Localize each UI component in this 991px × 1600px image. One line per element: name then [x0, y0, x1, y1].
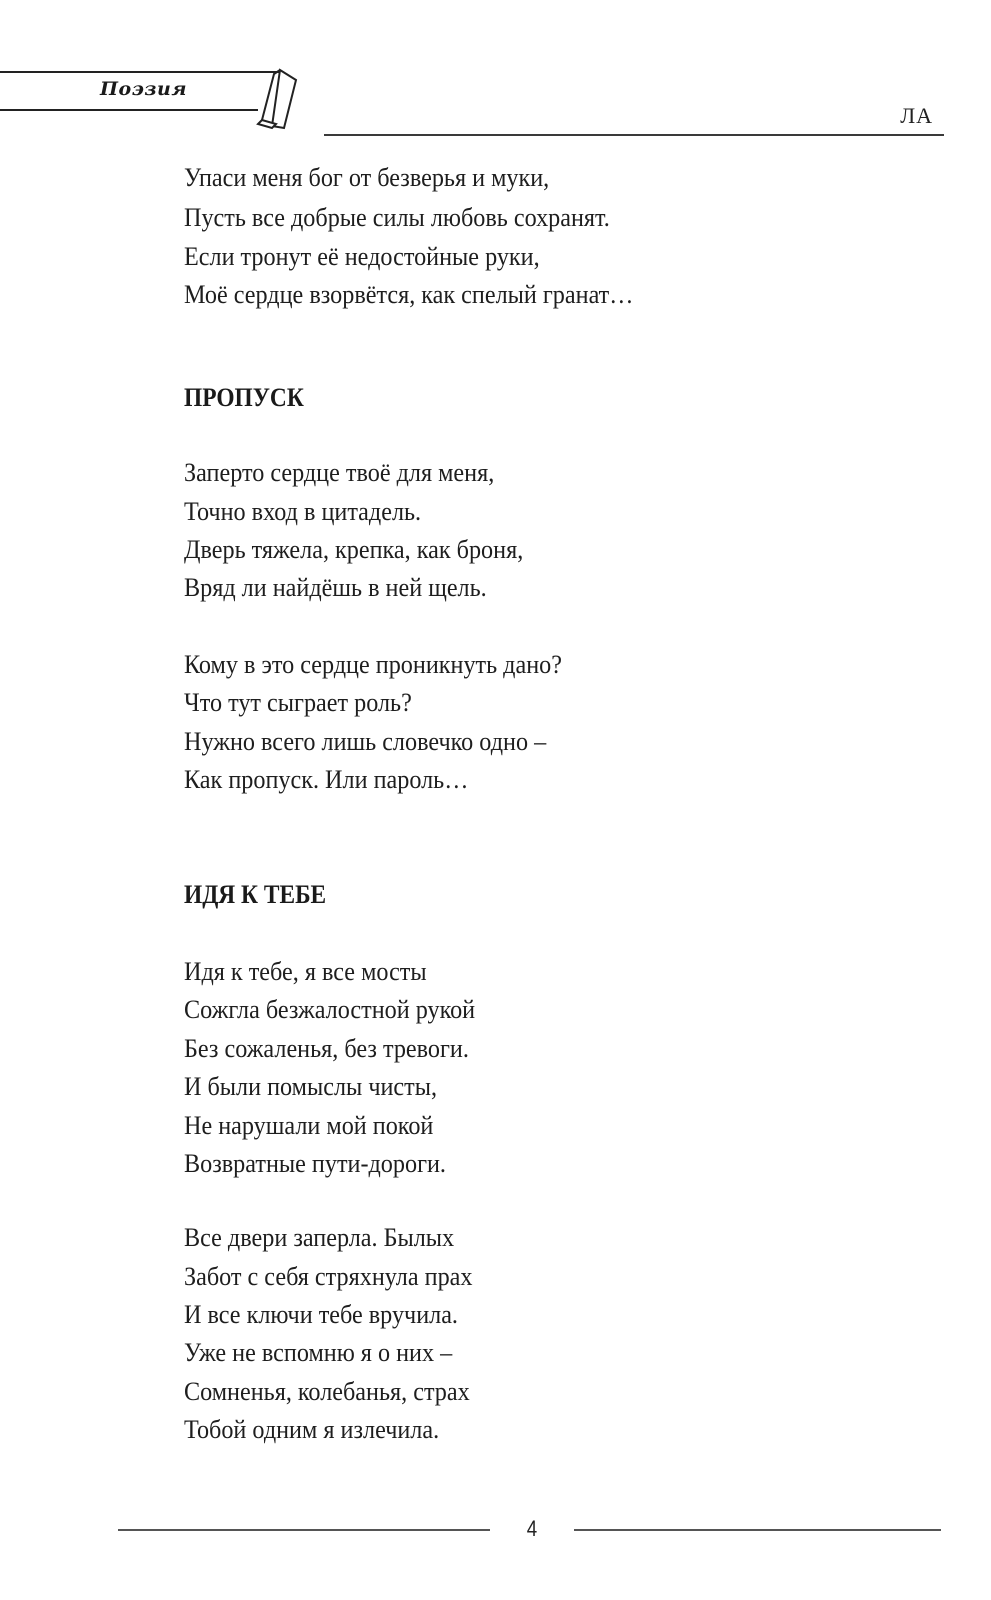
verse-line: Как пропуск. Или пароль… — [184, 765, 469, 794]
verse-line: Без сожаленья, без тревоги. — [184, 1034, 469, 1063]
verse-line: Дверь тяжела, крепка, как броня, — [184, 535, 524, 564]
footer-divider-right — [574, 1529, 941, 1531]
verse-line: Сомненья, колебанья, страх — [184, 1377, 470, 1406]
verse-line: Моё сердце взорвётся, как спелый гранат… — [184, 280, 634, 309]
footer-divider-left — [118, 1529, 490, 1531]
verse-line: Точно вход в цитадель. — [184, 497, 422, 526]
verse-line: Уже не вспомню я о них – — [184, 1338, 453, 1367]
verse-line: И все ключи тебе вручила. — [184, 1300, 458, 1329]
page-number: 4 — [526, 1516, 538, 1541]
verse-line: Вряд ли найдёшь в ней щель. — [184, 573, 487, 602]
verse-line: Что тут сыграет роль? — [184, 688, 412, 717]
header-divider — [324, 134, 944, 136]
section-label: Поэзия — [100, 78, 187, 100]
section-banner — [0, 66, 305, 132]
verse-line: Сожгла безжалостной рукой — [184, 995, 476, 1024]
verse-line: Тобой одним я излечила. — [184, 1415, 440, 1444]
running-head: ЛА — [900, 103, 933, 128]
verse-line: И были помыслы чисты, — [184, 1072, 438, 1101]
verse-line: Пусть все добрые силы любовь сохранят. — [184, 203, 610, 232]
verse-line: Идя к тебе, я все мосты — [184, 957, 427, 986]
verse-line: Нужно всего лишь словечко одно – — [184, 727, 547, 756]
verse-line: Если тронут её недостойные руки, — [184, 242, 540, 271]
verse-line: Все двери заперла. Былых — [184, 1223, 455, 1252]
verse-line: Не нарушали мой покой — [184, 1111, 434, 1140]
verse-line: Забот с себя стряхнула прах — [184, 1262, 473, 1291]
verse-line: Заперто сердце твоё для меня, — [184, 458, 495, 487]
poem-title: ИДЯ К ТЕБЕ — [184, 880, 327, 909]
poem-title: ПРОПУСК — [184, 383, 304, 412]
verse-line: Возвратные пути-дороги. — [184, 1149, 446, 1178]
verse-line: Упаси меня бог от безверья и муки, — [184, 163, 550, 192]
verse-line: Кому в это сердце проникнуть дано? — [184, 650, 562, 679]
